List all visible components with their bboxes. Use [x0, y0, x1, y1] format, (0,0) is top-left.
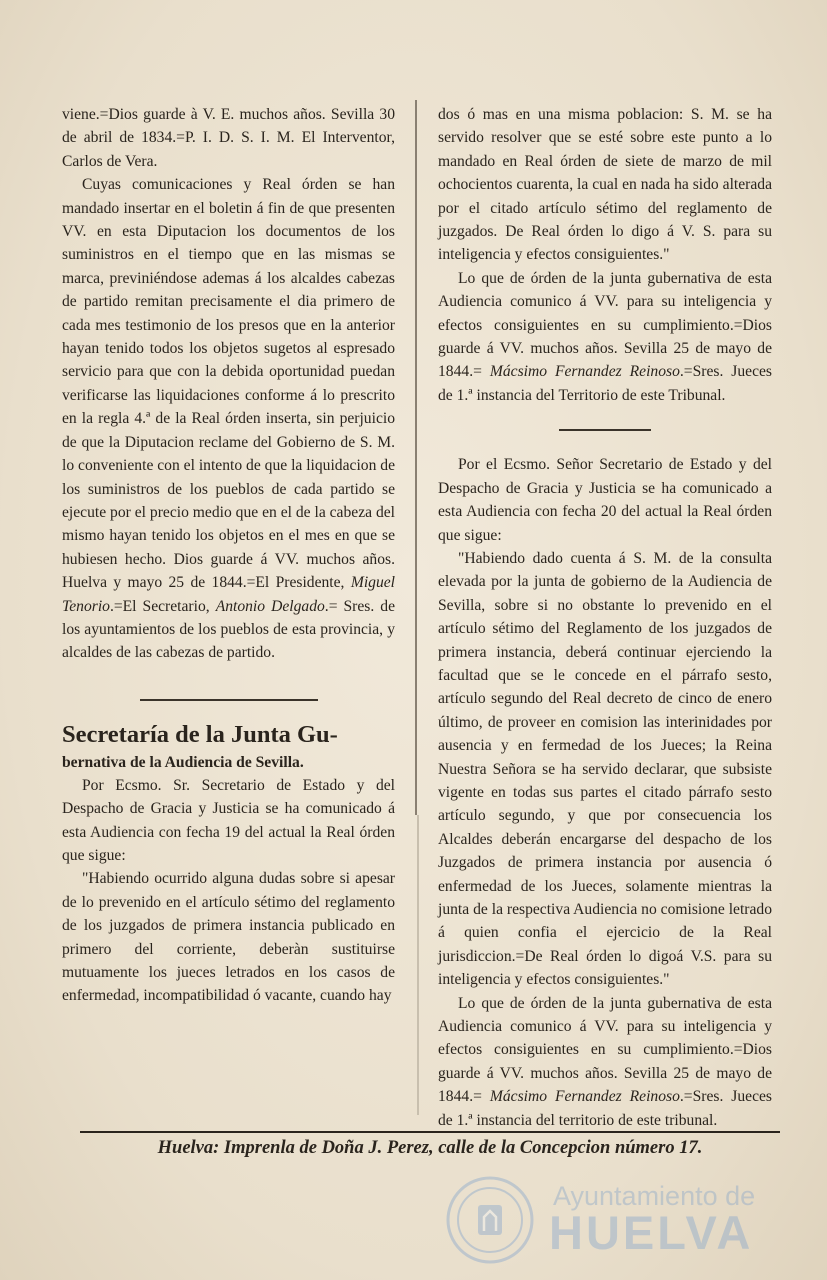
right-paragraph-5: Lo que de órden de la junta gubernativa de esta Audiencia comunico á VV. para su inteligencia y efectos consiguientes en su cumplimiento.=Dios guarde á VV. muchos años. Sevilla 25 de mayo de 1844.= Mácsimo Fernandez Reinoso.=Sres. Jueces de 1.ª instancia del territorio de este tribunal. [438, 994, 772, 1129]
watermark-line-1: Ayuntamiento de [553, 1181, 756, 1211]
section-rule-left [140, 699, 318, 701]
signature-name-reinoso-2: Mácsimo Fernandez Reinoso [489, 1088, 680, 1106]
printer-imprint: Huelva: Imprenla de Doña J. Perez, calle de la Concepcion número 17. [80, 1131, 780, 1159]
signature-name-reinoso: Mácsimo Fernandez Reinoso [489, 363, 680, 381]
right-paragraph-2: Lo que de órden de la junta gubernativa de esta Audiencia comunico á VV. para su inteligencia y efectos consiguientes en su cumplimiento.=Dios guarde á VV. muchos años. Sevilla 25 de mayo de 1844.= Mácsimo Fernandez Reinoso.=Sres. Jueces de 1.ª instancia del Territorio de este Tribunal. [438, 269, 772, 404]
right-paragraph-3: Por el Ecsmo. Señor Secretario de Estado y del Despacho de Gracia y Justicia se ha comunicado a esta Audiencia con fecha 20 del actual la Real órden que sigue: [438, 456, 772, 544]
right-paragraph-4: "Habiendo dado cuenta á S. M. de la consulta elevada por la junta de gobierno de la Audiencia de Sevilla, sobre si no obstante lo prevenido en el artículo sétimo del Reglamento de los juzgados de primera instancia, deberá continuar ejerciendo la facultad que se le concede en el párrafo sesto, artículo segundo del Real decreto de cinco de enero último, de proveer en comision las interinidades por ausencia y en fermedad de los Jueces; la Reina Nuestra Señora se ha servido declarar, que subsiste vigente en todas sus partes el citado párrafo sesto artículo segundo, y que por consecuencia los Alcaldes deberán encargarse del despacho de los Juzgados de primera instancia por ausencia ó enfermedad de los Jueces, solamente mientras la junta de la respectiva Audiencia no comisione letrado á quien confia el ejercicio de la Real jurisdiccion.=De Real órden lo digoá V.S. para su inteligencia y efectos consiguientes." [438, 549, 772, 989]
signature-name-secretary: Antonio Delgado [215, 597, 325, 615]
left-paragraph-2: Cuyas comunicaciones y Real órden se han mandado insertar en el boletin á fin de que presenten VV. en esta Diputacion los documentos de los suministros en el tiempo que en las mismas se marca, previniéndose ademas á los alcaldes cabezas de partido remitan precisamente el dia primero de cada mes testimonio de los presos que en la anterior hayan tenido todos los objetos sugetos al espresado servicio para que con la debida oportunidad puedan verificarse las liquidaciones conforme á lo prescrito en la regla 4.ª de la Real órden inserta, sin perjuicio de que la Diputacion reclame del Gobierno de S. M. lo conveniente con el intento de que la liquidacion de los suministros de los pueblos de cada partido se ejecute por el precio medio que en el de la cabeza del mismo hayan tenido los objetos en el mes en que se hubiesen hecho. Dios guarde á VV. muchos años. Huelva y mayo 25 de 1844.=El Presidente, Miguel Tenorio.=El Secretario, Antonio Delgado.= Sres. de los ayuntamientos de los pueblos de esta provincia, y alcaldes de las cabezas de partido. [62, 176, 396, 662]
archive-watermark [425, 1175, 795, 1265]
section-title: Secretaría de la Junta Gu- [62, 720, 338, 748]
signature-name-president: Miguel Tenorio [62, 574, 395, 615]
left-paragraph-1: viene.=Dios guarde à V. E. muchos años. Sevilla 30 de abril de 1834.=P. I. D. S. I. M. El Interventor, Carlos de Vera. [62, 106, 395, 170]
column-divider [415, 100, 417, 815]
left-paragraph-3: Por Ecsmo. Sr. Secretario de Estado y del Despacho de Gracia y Justicia se ha comunicado á esta Audiencia con fecha 19 del actual la Real órden que sigue: [62, 776, 395, 864]
section-subtitle: bernativa de la Audiencia de Sevilla. [62, 753, 304, 771]
city-seal-icon [445, 1175, 535, 1265]
right-column [438, 103, 772, 1132]
section-rule-right [559, 429, 651, 431]
left-column [62, 103, 395, 1008]
right-paragraph-1: dos ó mas en una misma poblacion: S. M. se ha servido resolver que se esté sobre este punto a lo mandado en Real órden de siete de marzo de mil ochocientos cuarenta, la cual en nada ha sido alterada por el citado artículo sétimo del reglamento de juzgados. De Real órden lo digo á V. S. para su inteligencia y efectos consiguientes." [438, 106, 772, 264]
left-paragraph-4: "Habiendo ocurrido alguna dudas sobre si apesar de lo prevenido en el artículo sétimo del reglamento de los juzgados de primera instancia publicado en primero del corriente, deberàn sustituirse mutuamente los jueces letrados en los casos de enfermedad, incompatibilidad ó vacante, cuando hay [62, 870, 395, 1005]
watermark-line-2: HUELVA [549, 1206, 754, 1259]
column-divider-lower [417, 815, 419, 1115]
